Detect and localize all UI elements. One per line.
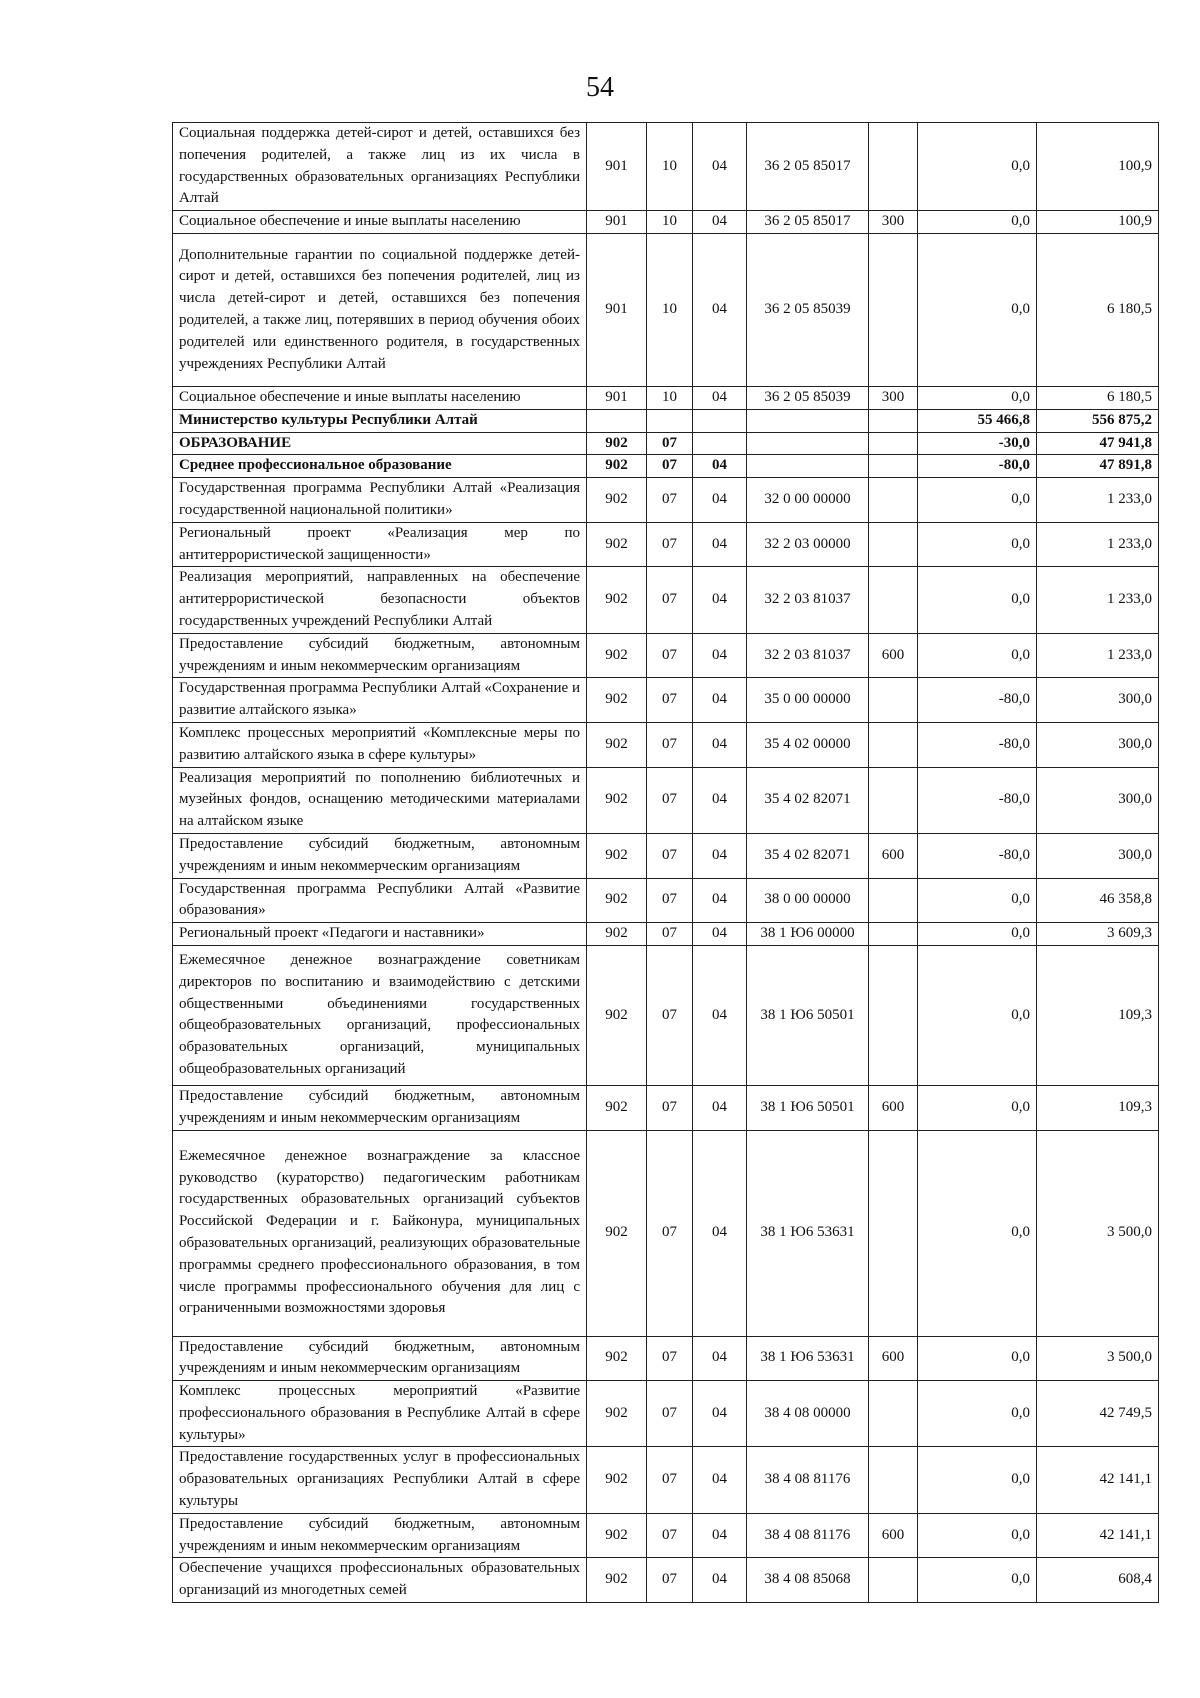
total-amount-cell: 300,0	[1037, 722, 1159, 767]
expense-type-cell	[869, 878, 918, 923]
expense-type-cell: 600	[869, 1513, 918, 1558]
target-article-cell	[747, 455, 869, 478]
section-code-cell: 07	[647, 833, 693, 878]
subsection-code-cell: 04	[693, 123, 747, 211]
table-row	[173, 1130, 1159, 1336]
section-code-cell: 07	[647, 1381, 693, 1447]
ministry-code-cell: 902	[587, 1130, 647, 1336]
page-number: 54	[586, 72, 614, 103]
total-amount-cell: 1 233,0	[1037, 633, 1159, 678]
table-row	[173, 767, 1159, 833]
expense-type-cell	[869, 567, 918, 633]
change-amount-cell: 0,0	[918, 1085, 1037, 1130]
ministry-code-cell: 902	[587, 833, 647, 878]
expense-type-cell	[869, 123, 918, 211]
expense-type-cell	[869, 1558, 918, 1603]
table-row	[173, 633, 1159, 678]
section-code-cell	[647, 409, 693, 432]
target-article-cell: 38 1 Ю6 00000	[747, 923, 869, 946]
change-amount-cell: 55 466,8	[918, 409, 1037, 432]
table-row	[173, 1336, 1159, 1381]
total-amount-cell: 556 875,2	[1037, 409, 1159, 432]
description-cell: Предоставление субсидий бюджетным, автономным учреждениям и иным некоммерческим организациям	[173, 1085, 587, 1130]
subsection-code-cell: 04	[693, 678, 747, 723]
expense-type-cell	[869, 1130, 918, 1336]
table-row	[173, 409, 1159, 432]
subsection-code-cell: 04	[693, 833, 747, 878]
total-amount-cell: 42 141,1	[1037, 1513, 1159, 1558]
section-code-cell: 07	[647, 633, 693, 678]
description-cell: Региональный проект «Педагоги и наставники»	[173, 923, 587, 946]
description-cell: Предоставление субсидий бюджетным, автономным учреждениям и иным некоммерческим организациям	[173, 833, 587, 878]
change-amount-cell: 0,0	[918, 1336, 1037, 1381]
description-cell: Государственная программа Республики Алтай «Развитие образования»	[173, 878, 587, 923]
change-amount-cell: 0,0	[918, 567, 1037, 633]
change-amount-cell: -80,0	[918, 833, 1037, 878]
subsection-code-cell: 04	[693, 1513, 747, 1558]
section-code-cell: 10	[647, 233, 693, 386]
change-amount-cell: 0,0	[918, 1381, 1037, 1447]
change-amount-cell: 0,0	[918, 123, 1037, 211]
expense-type-cell	[869, 233, 918, 386]
expense-type-cell	[869, 1381, 918, 1447]
description-cell: Предоставление субсидий бюджетным, автономным учреждениям и иным некоммерческим организациям	[173, 633, 587, 678]
target-article-cell: 36 2 05 85039	[747, 386, 869, 409]
table-row	[173, 386, 1159, 409]
description-cell: Ежемесячное денежное вознаграждение советникам директоров по воспитанию и взаимодействию с детскими общественными объединениями государственных общеобразовательных организаций, профессиональных образовательных организаций, муниципальных общеобразовательных организаций	[173, 945, 587, 1085]
change-amount-cell: 0,0	[918, 878, 1037, 923]
section-code-cell: 07	[647, 878, 693, 923]
total-amount-cell: 3 609,3	[1037, 923, 1159, 946]
subsection-code-cell: 04	[693, 767, 747, 833]
total-amount-cell: 46 358,8	[1037, 878, 1159, 923]
description-cell: Среднее профессиональное образование	[173, 455, 587, 478]
section-code-cell: 07	[647, 923, 693, 946]
expense-type-cell: 300	[869, 386, 918, 409]
ministry-code-cell: 902	[587, 1513, 647, 1558]
ministry-code-cell: 902	[587, 945, 647, 1085]
expense-type-cell	[869, 722, 918, 767]
ministry-code-cell: 902	[587, 478, 647, 523]
budget-table	[172, 122, 1159, 1603]
ministry-code-cell: 902	[587, 1447, 647, 1513]
description-cell: Социальное обеспечение и иные выплаты населению	[173, 211, 587, 234]
description-cell: Реализация мероприятий по пополнению библиотечных и музейных фондов, оснащению методическими материалами на алтайском языке	[173, 767, 587, 833]
description-cell: Ежемесячное денежное вознаграждение за классное руководство (кураторство) педагогическим работникам государственных образовательных организаций субъектов Российской Федерации и г. Байконура, муниципальных образовательных организаций, реализующих образовательные программы среднего профессионального образования, в том числе программы профессионального обучения для лиц с ограниченными возможностями здоровья	[173, 1130, 587, 1336]
section-code-cell: 07	[647, 478, 693, 523]
section-code-cell: 07	[647, 722, 693, 767]
expense-type-cell	[869, 478, 918, 523]
change-amount-cell: 0,0	[918, 633, 1037, 678]
target-article-cell: 35 4 02 00000	[747, 722, 869, 767]
change-amount-cell: 0,0	[918, 1130, 1037, 1336]
subsection-code-cell: 04	[693, 567, 747, 633]
section-code-cell: 07	[647, 1558, 693, 1603]
table-row	[173, 233, 1159, 386]
subsection-code-cell: 04	[693, 878, 747, 923]
target-article-cell: 32 0 00 00000	[747, 478, 869, 523]
target-article-cell: 32 2 03 81037	[747, 633, 869, 678]
table-row	[173, 455, 1159, 478]
table-row	[173, 923, 1159, 946]
total-amount-cell: 6 180,5	[1037, 233, 1159, 386]
ministry-code-cell: 902	[587, 1336, 647, 1381]
description-cell: Комплекс процессных мероприятий «Комплексные меры по развитию алтайского языка в сфере культуры»	[173, 722, 587, 767]
description-cell: Государственная программа Республики Алтай «Реализация государственной национальной политики»	[173, 478, 587, 523]
section-code-cell: 07	[647, 522, 693, 567]
expense-type-cell	[869, 522, 918, 567]
section-code-cell: 07	[647, 678, 693, 723]
table-row	[173, 123, 1159, 211]
section-code-cell: 07	[647, 1447, 693, 1513]
subsection-code-cell: 04	[693, 1085, 747, 1130]
subsection-code-cell: 04	[693, 923, 747, 946]
expense-type-cell	[869, 409, 918, 432]
description-cell: Предоставление субсидий бюджетным, автономным учреждениям и иным некоммерческим организациям	[173, 1513, 587, 1558]
change-amount-cell: -80,0	[918, 722, 1037, 767]
section-code-cell: 07	[647, 767, 693, 833]
table-row	[173, 878, 1159, 923]
subsection-code-cell: 04	[693, 945, 747, 1085]
subsection-code-cell: 04	[693, 1130, 747, 1336]
description-cell: Социальная поддержка детей-сирот и детей, оставшихся без попечения родителей, а также лиц из их числа в государственных образовательных организациях Республики Алтай	[173, 123, 587, 211]
description-cell: Предоставление государственных услуг в профессиональных образовательных организациях Республики Алтай в сфере культуры	[173, 1447, 587, 1513]
total-amount-cell: 300,0	[1037, 767, 1159, 833]
table-row	[173, 1447, 1159, 1513]
subsection-code-cell: 04	[693, 233, 747, 386]
table-body	[173, 123, 1159, 1603]
change-amount-cell: 0,0	[918, 945, 1037, 1085]
description-cell: Министерство культуры Республики Алтай	[173, 409, 587, 432]
expense-type-cell	[869, 923, 918, 946]
target-article-cell: 36 2 05 85039	[747, 233, 869, 386]
ministry-code-cell: 901	[587, 211, 647, 234]
total-amount-cell: 47 941,8	[1037, 432, 1159, 455]
subsection-code-cell: 04	[693, 478, 747, 523]
change-amount-cell: 0,0	[918, 1513, 1037, 1558]
change-amount-cell: 0,0	[918, 211, 1037, 234]
total-amount-cell: 42 749,5	[1037, 1381, 1159, 1447]
total-amount-cell: 42 141,1	[1037, 1447, 1159, 1513]
target-article-cell	[747, 432, 869, 455]
total-amount-cell: 100,9	[1037, 123, 1159, 211]
ministry-code-cell: 902	[587, 678, 647, 723]
target-article-cell: 38 4 08 85068	[747, 1558, 869, 1603]
target-article-cell: 38 1 Ю6 53631	[747, 1130, 869, 1336]
change-amount-cell: 0,0	[918, 478, 1037, 523]
target-article-cell: 38 1 Ю6 50501	[747, 1085, 869, 1130]
subsection-code-cell	[693, 432, 747, 455]
table-row	[173, 211, 1159, 234]
total-amount-cell: 608,4	[1037, 1558, 1159, 1603]
table-row	[173, 1381, 1159, 1447]
target-article-cell: 38 1 Ю6 50501	[747, 945, 869, 1085]
target-article-cell: 35 4 02 82071	[747, 833, 869, 878]
target-article-cell: 36 2 05 85017	[747, 211, 869, 234]
target-article-cell: 38 4 08 81176	[747, 1513, 869, 1558]
section-code-cell: 10	[647, 386, 693, 409]
subsection-code-cell: 04	[693, 522, 747, 567]
table-row	[173, 432, 1159, 455]
ministry-code-cell: 902	[587, 432, 647, 455]
expense-type-cell	[869, 432, 918, 455]
target-article-cell	[747, 409, 869, 432]
subsection-code-cell: 04	[693, 211, 747, 234]
ministry-code-cell: 902	[587, 633, 647, 678]
table-row	[173, 722, 1159, 767]
expense-type-cell	[869, 455, 918, 478]
target-article-cell: 36 2 05 85017	[747, 123, 869, 211]
change-amount-cell: 0,0	[918, 386, 1037, 409]
total-amount-cell: 109,3	[1037, 1085, 1159, 1130]
section-code-cell: 10	[647, 123, 693, 211]
table-row	[173, 1558, 1159, 1603]
expense-type-cell	[869, 678, 918, 723]
section-code-cell: 07	[647, 1130, 693, 1336]
change-amount-cell: 0,0	[918, 233, 1037, 386]
expense-type-cell: 600	[869, 1336, 918, 1381]
expense-type-cell: 600	[869, 633, 918, 678]
section-code-cell: 07	[647, 1336, 693, 1381]
description-cell: ОБРАЗОВАНИЕ	[173, 432, 587, 455]
total-amount-cell: 6 180,5	[1037, 386, 1159, 409]
section-code-cell: 07	[647, 1085, 693, 1130]
table-row	[173, 945, 1159, 1085]
change-amount-cell: -80,0	[918, 455, 1037, 478]
ministry-code-cell: 902	[587, 1558, 647, 1603]
section-code-cell: 07	[647, 432, 693, 455]
ministry-code-cell: 902	[587, 722, 647, 767]
description-cell: Социальное обеспечение и иные выплаты населению	[173, 386, 587, 409]
expense-type-cell: 600	[869, 833, 918, 878]
description-cell: Обеспечение учащихся профессиональных образовательных организаций из многодетных семей	[173, 1558, 587, 1603]
subsection-code-cell	[693, 409, 747, 432]
subsection-code-cell: 04	[693, 1558, 747, 1603]
table-row	[173, 478, 1159, 523]
ministry-code-cell: 902	[587, 767, 647, 833]
target-article-cell: 38 1 Ю6 53631	[747, 1336, 869, 1381]
target-article-cell: 35 0 00 00000	[747, 678, 869, 723]
expense-type-cell: 300	[869, 211, 918, 234]
table-row	[173, 567, 1159, 633]
section-code-cell: 10	[647, 211, 693, 234]
target-article-cell: 35 4 02 82071	[747, 767, 869, 833]
change-amount-cell: -30,0	[918, 432, 1037, 455]
table-row	[173, 1513, 1159, 1558]
ministry-code-cell: 902	[587, 455, 647, 478]
total-amount-cell: 300,0	[1037, 678, 1159, 723]
subsection-code-cell: 04	[693, 455, 747, 478]
table-row	[173, 1085, 1159, 1130]
total-amount-cell: 109,3	[1037, 945, 1159, 1085]
ministry-code-cell: 902	[587, 567, 647, 633]
ministry-code-cell: 902	[587, 1381, 647, 1447]
subsection-code-cell: 04	[693, 1336, 747, 1381]
total-amount-cell: 300,0	[1037, 833, 1159, 878]
expense-type-cell	[869, 767, 918, 833]
subsection-code-cell: 04	[693, 386, 747, 409]
ministry-code-cell: 901	[587, 386, 647, 409]
description-cell: Реализация мероприятий, направленных на обеспечение антитеррористической безопасности объектов государственных учреждений Республики Алтай	[173, 567, 587, 633]
description-cell: Государственная программа Республики Алтай «Сохранение и развитие алтайского языка»	[173, 678, 587, 723]
expense-type-cell: 600	[869, 1085, 918, 1130]
table-row	[173, 678, 1159, 723]
subsection-code-cell: 04	[693, 1447, 747, 1513]
total-amount-cell: 3 500,0	[1037, 1130, 1159, 1336]
total-amount-cell: 1 233,0	[1037, 567, 1159, 633]
ministry-code-cell: 902	[587, 923, 647, 946]
ministry-code-cell: 902	[587, 522, 647, 567]
table-row	[173, 833, 1159, 878]
section-code-cell: 07	[647, 455, 693, 478]
ministry-code-cell: 902	[587, 1085, 647, 1130]
total-amount-cell: 100,9	[1037, 211, 1159, 234]
change-amount-cell: 0,0	[918, 1558, 1037, 1603]
total-amount-cell: 1 233,0	[1037, 522, 1159, 567]
section-code-cell: 07	[647, 567, 693, 633]
total-amount-cell: 3 500,0	[1037, 1336, 1159, 1381]
change-amount-cell: -80,0	[918, 678, 1037, 723]
expense-type-cell	[869, 945, 918, 1085]
change-amount-cell: 0,0	[918, 522, 1037, 567]
expense-type-cell	[869, 1447, 918, 1513]
total-amount-cell: 47 891,8	[1037, 455, 1159, 478]
ministry-code-cell: 901	[587, 123, 647, 211]
description-cell: Региональный проект «Реализация мер по антитеррористической защищенности»	[173, 522, 587, 567]
table-row	[173, 522, 1159, 567]
target-article-cell: 38 4 08 81176	[747, 1447, 869, 1513]
description-cell: Дополнительные гарантии по социальной поддержке детей-сирот и детей, оставшихся без попечения родителей, лиц из числа детей-сирот и детей, оставшихся без попечения родителей, а также лиц, потерявших в период обучения обоих родителей или единственного родителя, в государственных учреждениях Республики Алтай	[173, 233, 587, 386]
description-cell: Комплекс процессных мероприятий «Развитие профессионального образования в Республике Алтай в сфере культуры»	[173, 1381, 587, 1447]
subsection-code-cell: 04	[693, 722, 747, 767]
change-amount-cell: -80,0	[918, 767, 1037, 833]
target-article-cell: 38 0 00 00000	[747, 878, 869, 923]
change-amount-cell: 0,0	[918, 1447, 1037, 1513]
ministry-code-cell: 902	[587, 878, 647, 923]
total-amount-cell: 1 233,0	[1037, 478, 1159, 523]
subsection-code-cell: 04	[693, 633, 747, 678]
target-article-cell: 32 2 03 81037	[747, 567, 869, 633]
target-article-cell: 38 4 08 00000	[747, 1381, 869, 1447]
section-code-cell: 07	[647, 945, 693, 1085]
ministry-code-cell: 901	[587, 233, 647, 386]
section-code-cell: 07	[647, 1513, 693, 1558]
description-cell: Предоставление субсидий бюджетным, автономным учреждениям и иным некоммерческим организациям	[173, 1336, 587, 1381]
subsection-code-cell: 04	[693, 1381, 747, 1447]
ministry-code-cell	[587, 409, 647, 432]
change-amount-cell: 0,0	[918, 923, 1037, 946]
target-article-cell: 32 2 03 00000	[747, 522, 869, 567]
